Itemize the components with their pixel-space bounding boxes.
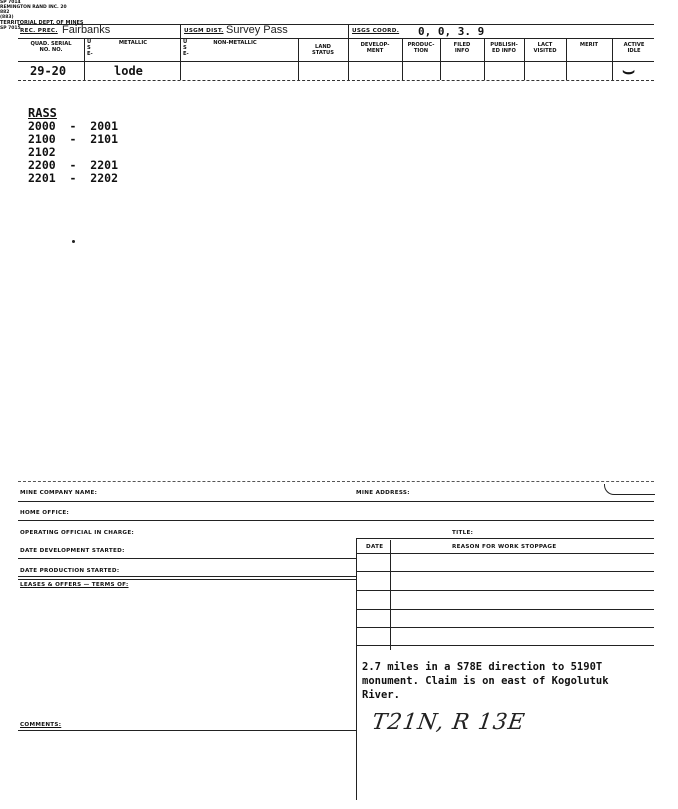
col-last-visited: LACT VISITED: [533, 42, 557, 54]
active-idle-mark: ⌣: [622, 60, 636, 82]
rass-heading: RASS: [28, 106, 57, 120]
right-section-divider: [356, 538, 357, 800]
rule: [356, 645, 654, 646]
rec-prec-value: Fairbanks: [62, 24, 111, 36]
rule: [18, 730, 356, 731]
rule: [18, 576, 356, 577]
usgs-coord-value: 0, 0, 3. 9: [418, 25, 485, 38]
reason-col-label: REASON FOR WORK STOPPAGE: [452, 544, 557, 550]
header-bottom-rule: [18, 80, 654, 81]
usgm-dist-label: USGM DIST.: [184, 28, 224, 34]
date-col-label: DATE: [366, 544, 384, 550]
date-prod-started-label: DATE PRODUCTION STARTED:: [20, 568, 120, 574]
col-metallic: METALLIC: [118, 40, 148, 46]
date-dev-started-label: DATE DEVELOPMENT STARTED:: [20, 548, 125, 554]
mine-company-name-label: MINE COMPANY NAME:: [20, 490, 98, 496]
typed-note-line: monument. Claim is on east of Kogolutuk: [362, 675, 609, 687]
handwritten-township: T21N, R 13E: [370, 710, 527, 735]
rec-prec-label: REC. PREC.: [20, 28, 58, 34]
operating-official-label: OPERATING OFFICIAL IN CHARGE:: [20, 530, 134, 536]
metallic-value: lode: [114, 64, 143, 78]
col-land-status: LAND STATUS: [312, 44, 334, 56]
rule: [18, 579, 356, 580]
date-col-divider: [390, 540, 391, 650]
col-production: PRODUC- TION: [407, 42, 435, 54]
col-merit: MERIT: [579, 42, 599, 48]
usgs-coord-label: USGS COORD.: [352, 28, 400, 34]
rule: [356, 590, 654, 591]
bottom-top-rule: [18, 481, 654, 482]
imprint-right: TERRITORIAL DEPT. OF MINES: [0, 20, 84, 26]
col-non-metallic: NON-METALLIC: [213, 40, 257, 46]
comments-label: COMMENTS:: [20, 722, 62, 728]
title-label: TITLE:: [452, 530, 474, 536]
rule: [18, 558, 356, 559]
typed-note-line: River.: [362, 689, 400, 701]
rass-line: 2201 - 2202: [28, 171, 119, 185]
usgm-dist-value: Survey Pass: [226, 24, 288, 36]
rule: [356, 609, 654, 610]
col-use-nonmetallic: U S E-: [183, 39, 189, 57]
rule: [356, 553, 654, 554]
col-active-idle: ACTIVE IDLE: [623, 42, 645, 54]
rule: [18, 501, 654, 502]
col-divider: [84, 38, 85, 80]
col-filed-info: FILED INFO: [453, 42, 471, 54]
rule: [356, 538, 654, 539]
imprint-left: REMINGTON RAND INC. 20: [0, 5, 67, 10]
quad-serial-value: 29-20: [30, 64, 67, 78]
header-colhead-rule: [18, 61, 654, 62]
col-use-metallic: U S E-: [87, 39, 93, 57]
imprint-paren: (883): [0, 15, 14, 20]
header-row-rule: [18, 38, 654, 39]
typed-note-line: 2.7 miles in a S78E direction to 5190T: [362, 661, 603, 673]
rule: [18, 520, 654, 521]
home-office-label: HOME OFFICE:: [20, 510, 70, 516]
form-number-bottom: SP 7015: [0, 26, 21, 31]
rass-line: 2200 - 2201: [28, 158, 119, 172]
header-divider: [348, 24, 349, 80]
imprint-code: 882: [0, 10, 10, 15]
form-number-top: SP 7014: [0, 0, 21, 5]
speck: [72, 240, 75, 243]
rule: [356, 571, 654, 572]
header-divider: [180, 24, 181, 80]
col-divider: [298, 38, 299, 80]
rass-line: 2000 - 2001: [28, 119, 119, 133]
rule: [356, 627, 654, 628]
rass-line: 2100 - 2101: [28, 132, 119, 146]
mine-address-label: MINE ADDRESS:: [356, 490, 410, 496]
header-top-rule: [18, 24, 654, 25]
col-development: DEVELOP- MENT: [360, 42, 390, 54]
col-quad-serial: QUAD. SERIAL NO. NO.: [30, 41, 72, 53]
torn-corner: [604, 484, 655, 495]
col-published-info: PUBLISH- ED INFO: [490, 42, 518, 54]
rass-line: 2102: [28, 145, 56, 159]
leases-label: LEASES & OFFERS — TERMS OF:: [20, 582, 129, 588]
